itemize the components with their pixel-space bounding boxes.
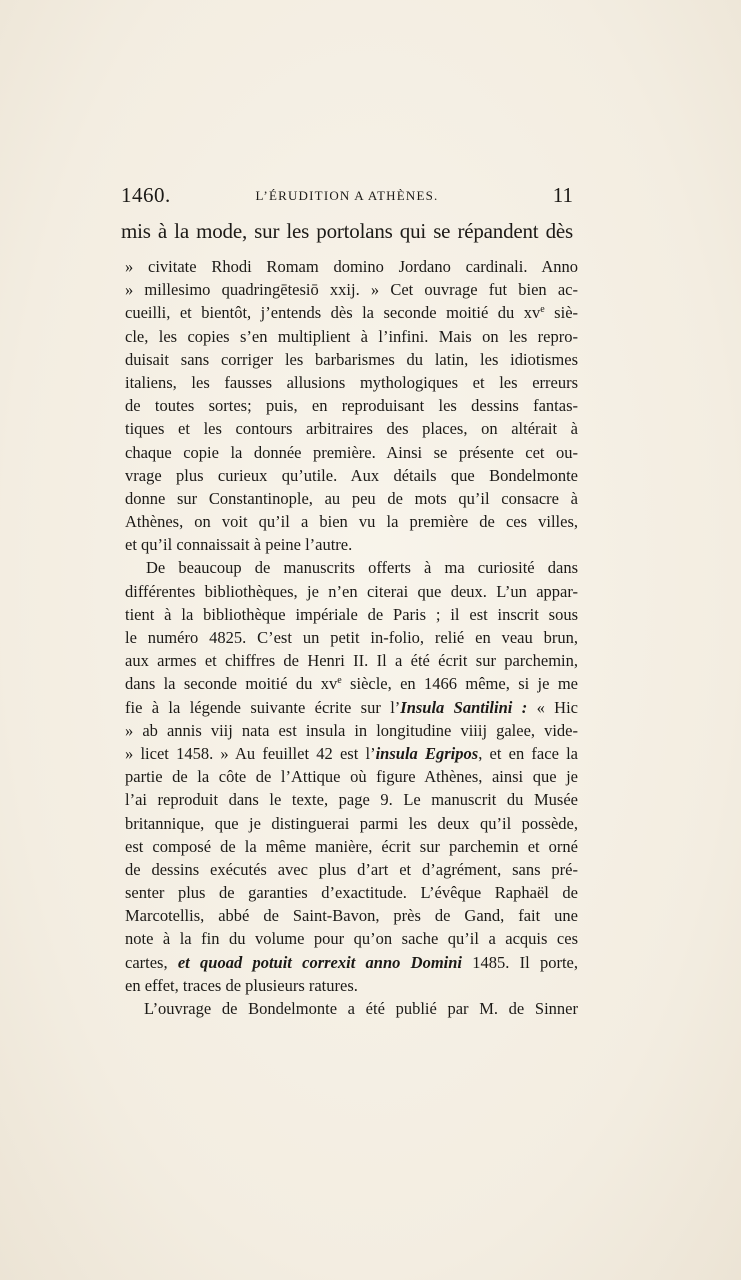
text-line: est composé de la même manière, écrit sur parchemin et orné xyxy=(125,836,578,856)
text-line: l’ai reproduit dans le texte, page 9. Le manuscrit du Musée xyxy=(125,790,578,810)
text-line: » civitate Rhodi Romam domino Jordano cardinali. Anno xyxy=(125,257,578,276)
text-line: différentes bibliothèques, je n’en citerai que deux. L’un appar- xyxy=(125,581,578,601)
text-line: tient à la bibliothèque impériale de Paris ; il est inscrit sous xyxy=(125,604,578,624)
text-line: Marcotellis, abbé de Saint-Bavon, près de Gand, fait une xyxy=(125,906,578,926)
text-line: tiques et les contours arbitraires des places, on altérait à xyxy=(125,419,578,439)
text-run: dans la seconde moitié du xv xyxy=(125,674,338,694)
text-line: » millesimo quadringētesiō xxij. » Cet ouvrage fut bien ac- xyxy=(125,280,578,300)
text-line: britannique, que je distinguerai parmi les deux qu’il possède, xyxy=(125,813,578,833)
text-line: De beaucoup de manuscrits offerts à ma curiosité dans xyxy=(146,558,578,578)
header-year: 1460. xyxy=(121,183,171,207)
text-line: » ab annis viij nata est insula in longitudine viiij galee, vide- xyxy=(125,720,578,740)
text-run: cueilli, et bientôt, j’entends dès la seconde moitié du xv xyxy=(125,303,541,323)
header-running-title: L’ÉRUDITION A ATHÈNES. xyxy=(255,188,439,203)
text-run: » licet 1458. » Au feuillet 42 est l’ xyxy=(125,743,376,763)
text-run: « Hic xyxy=(527,697,578,717)
text-line: donne sur Constantinople, au peu de mots qu’il consacre à xyxy=(125,488,578,508)
text-line: Athènes, on voit qu’il a bien vu la première de ces villes, xyxy=(125,512,578,532)
text-line: chaque copie la donnée première. Ainsi se présente cet ou- xyxy=(125,442,578,462)
text-line: duisait sans corriger les barbarismes du latin, les idiotismes xyxy=(125,349,578,369)
italic-title: insula Egripos xyxy=(375,743,479,763)
superscript: e xyxy=(540,304,545,316)
text-line xyxy=(125,742,578,765)
text-line: italiens, les fausses allusions mythologiques et les erreurs xyxy=(125,372,578,392)
text-line: L’ouvrage de Bondelmonte a été publié par M. de Sinner xyxy=(144,999,578,1018)
text-line: de toutes sortes; puis, en reproduisant les dessins fantas- xyxy=(125,396,578,416)
text-line xyxy=(125,696,578,719)
text-line: senter plus de garanties d’exactitude. L’évêque Raphaël de xyxy=(125,883,578,903)
text-line xyxy=(125,951,578,974)
text-run: cartes, xyxy=(125,952,178,972)
body-text xyxy=(125,255,578,1020)
superscript: e xyxy=(337,675,342,687)
text-run: siècle, en 1466 même, si je me xyxy=(341,674,578,694)
text-line xyxy=(125,672,578,695)
page-number: 11 xyxy=(552,183,573,207)
text-run: fie à la légende suivante écrite sur l’ xyxy=(125,697,401,717)
text-run: 1485. Il porte, xyxy=(462,952,578,972)
text-line: vrage plus curieux qu’utile. Aux détails que Bondelmonte xyxy=(125,465,578,485)
text-line: le numéro 4825. C’est un petit in-folio, relié en veau brun, xyxy=(125,628,578,647)
text-line-large: mis à la mode, sur les portolans qui se répandent dès xyxy=(121,219,573,243)
text-line: et qu’il connaissait à peine l’autre. xyxy=(125,535,353,555)
italic-title: Insula Santilini : xyxy=(400,697,528,717)
italic-quote: et quoad potuit correxit anno Domini xyxy=(177,952,462,972)
text-line: en effet, traces de plusieurs ratures. xyxy=(125,975,358,995)
text-line xyxy=(125,301,578,324)
text-run: , et en face la xyxy=(478,743,579,763)
running-header xyxy=(121,183,573,213)
text-line: partie de la côte de l’Attique où figure Athènes, ainsi que je xyxy=(125,767,578,787)
text-line: cle, les copies s’en multiplient à l’infini. Mais on les repro- xyxy=(125,326,578,346)
text-line: note à la fin du volume pour qu’on sache qu’il a acquis ces xyxy=(125,929,578,949)
text-line: aux armes et chiffres de Henri II. Il a été écrit sur parchemin, xyxy=(125,651,578,671)
text-line: de dessins exécutés avec plus d’art et d’agrément, sans pré- xyxy=(125,859,578,879)
text-run: siè- xyxy=(544,303,579,323)
